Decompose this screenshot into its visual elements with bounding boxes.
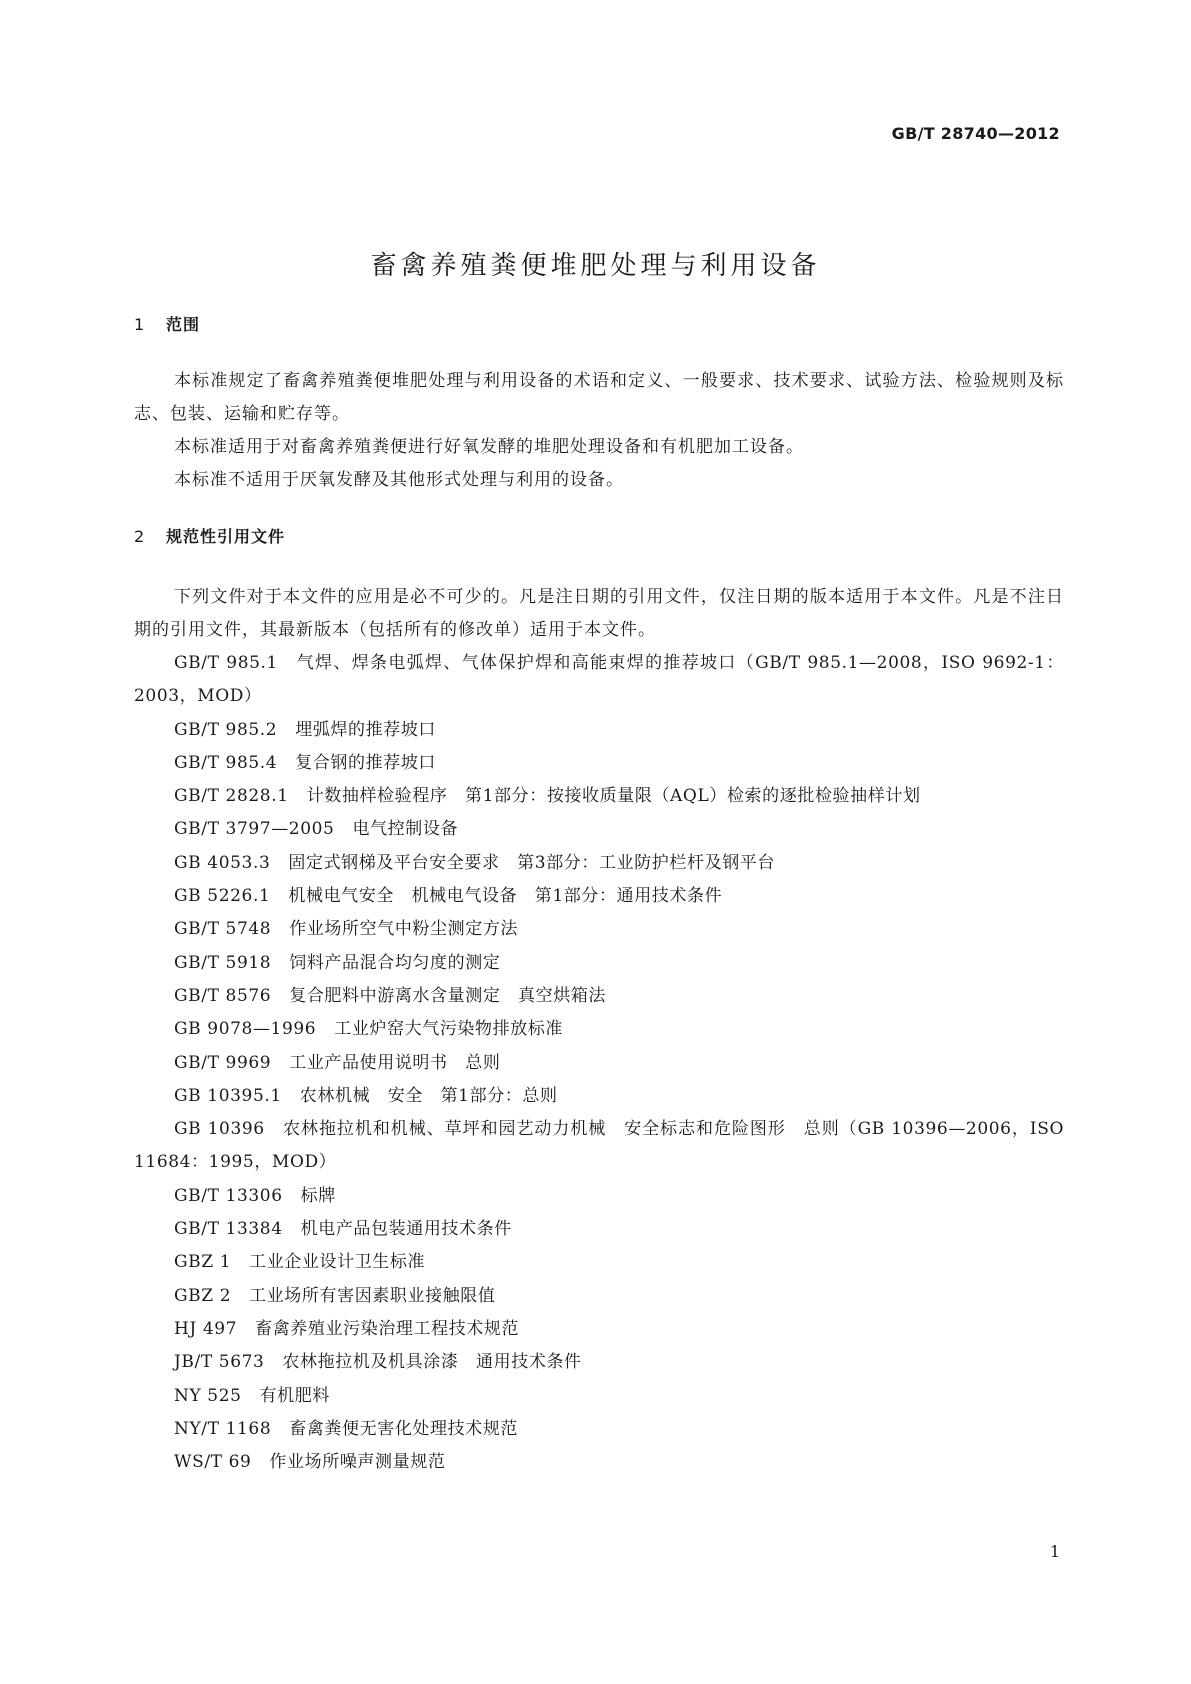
reference-title: 工业企业设计卫生标准: [249, 1252, 426, 1273]
reference-code: GB 5226.1: [174, 886, 271, 907]
reference-item: [134, 780, 1064, 813]
reference-code: WS/T 69: [174, 1452, 252, 1473]
reference-title: 工业场所有害因素职业接触限值: [249, 1285, 496, 1306]
reference-list: [134, 647, 1064, 1479]
reference-code: GB/T 985.1: [174, 653, 278, 673]
reference-code: GB 4053.3: [174, 852, 271, 873]
reference-title: 气焊、焊条电弧焊、气体保护焊和高能束焊的推荐坡口（GB/T 985.1—2008，ISO 9692-1：2003，MOD）: [134, 653, 1064, 707]
reference-code: GB/T 985.4: [174, 752, 278, 773]
reference-title: 作业场所噪声测量规范: [269, 1452, 446, 1473]
reference-item: [134, 1246, 1064, 1279]
reference-item: [134, 1047, 1064, 1080]
reference-code: GB 10395.1: [174, 1085, 282, 1106]
reference-code: GB/T 13384: [174, 1219, 283, 1240]
reference-item: [134, 1413, 1064, 1446]
reference-title: 畜禽粪便无害化处理技术规范: [289, 1418, 519, 1439]
reference-item: [134, 1113, 1064, 1180]
reference-item: [134, 1013, 1064, 1046]
document-title: 畜禽养殖粪便堆肥处理与利用设备: [370, 251, 821, 282]
reference-item: [134, 813, 1064, 846]
reference-code: GB/T 9969: [174, 1052, 272, 1073]
section-number: 2: [134, 527, 146, 546]
reference-code: GB 9078—1996: [174, 1019, 317, 1040]
reference-item: [134, 647, 1064, 714]
reference-title: 畜禽养殖业污染治理工程技术规范: [255, 1318, 520, 1339]
reference-title: 有机肥料: [259, 1385, 330, 1406]
reference-code: GB/T 985.2: [174, 719, 278, 740]
reference-item: [134, 880, 1064, 913]
section-title: 规范性引用文件: [166, 527, 286, 546]
reference-title: 埋弧焊的推荐坡口: [295, 719, 437, 740]
section-number: 1: [134, 315, 146, 334]
reference-item: [134, 980, 1064, 1013]
reference-item: [134, 1313, 1064, 1346]
reference-item: [134, 1380, 1064, 1413]
paragraph: 本标准不适用于厌氧发酵及其他形式处理与利用的设备。: [174, 470, 624, 490]
standard-number: GB/T 28740—2012: [891, 124, 1060, 143]
reference-title: 机电产品包装通用技术条件: [300, 1219, 512, 1240]
page-number: 1: [1049, 1542, 1060, 1561]
reference-item: [134, 847, 1064, 880]
section-normative-references: [134, 524, 1064, 1479]
reference-code: JB/T 5673: [174, 1352, 265, 1373]
reference-code: GB/T 8576: [174, 985, 272, 1006]
reference-code: NY/T 1168: [174, 1418, 272, 1439]
reference-title: 工业产品使用说明书 总则: [289, 1052, 501, 1073]
paragraph: 本标准适用于对畜禽养殖粪便进行好氧发酵的堆肥处理设备和有机肥加工设备。: [174, 437, 804, 457]
reference-item: [134, 913, 1064, 946]
reference-title: 工业炉窑大气污染物排放标准: [334, 1019, 564, 1040]
reference-code: GB/T 13306: [174, 1185, 283, 1206]
section-scope: [134, 312, 1064, 497]
reference-item: [134, 1446, 1064, 1479]
reference-code: GB 10396: [174, 1119, 265, 1140]
reference-title: 饲料产品混合均匀度的测定: [289, 952, 501, 973]
reference-code: NY 525: [174, 1385, 242, 1406]
reference-title: 农林机械 安全 第1部分：总则: [299, 1085, 558, 1106]
reference-code: GBZ 2: [174, 1285, 232, 1306]
reference-title: 计数抽样检验程序 第1部分：按接收质量限（AQL）检索的逐批检验抽样计划: [306, 786, 921, 807]
reference-item: [134, 1080, 1064, 1113]
reference-item: [134, 1213, 1064, 1246]
reference-title: 机械电气安全 机械电气设备 第1部分：通用技术条件: [288, 886, 723, 907]
reference-code: GB/T 2828.1: [174, 786, 289, 807]
reference-item: [134, 1280, 1064, 1313]
reference-title: 农林拖拉机及机具涂漆 通用技术条件: [282, 1352, 582, 1373]
reference-item: [134, 714, 1064, 747]
reference-item: [134, 1346, 1064, 1379]
section-heading: [134, 312, 1064, 335]
reference-title: 复合肥料中游离水含量测定 真空烘箱法: [289, 985, 607, 1006]
reference-code: GB/T 3797—2005: [174, 819, 335, 840]
reference-item: [134, 947, 1064, 980]
reference-title: 固定式钢梯及平台安全要求 第3部分：工业防护栏杆及钢平台: [288, 852, 775, 873]
paragraph: 下列文件对于本文件的应用是必不可少的。凡是注日期的引用文件，仅注日期的版本适用于本文件。凡是不注日期的引用文件，其最新版本（包括所有的修改单）适用于本文件。: [134, 587, 1064, 640]
reference-code: HJ 497: [174, 1318, 238, 1339]
section-heading: [134, 524, 1064, 547]
reference-title: 作业场所空气中粉尘测定方法: [289, 919, 519, 940]
section-title: 范围: [166, 315, 201, 334]
reference-title: 农林拖拉机和机械、草坪和园艺动力机械 安全标志和危险图形 总则（GB 10396—2006，ISO 11684：1995，MOD）: [134, 1119, 1064, 1173]
reference-item: [134, 1180, 1064, 1213]
reference-code: GB/T 5918: [174, 952, 272, 973]
reference-title: 标牌: [300, 1185, 336, 1206]
reference-title: 复合钢的推荐坡口: [295, 752, 437, 773]
reference-code: GB/T 5748: [174, 919, 272, 940]
paragraph: 本标准规定了畜禽养殖粪便堆肥处理与利用设备的术语和定义、一般要求、技术要求、试验方法、检验规则及标志、包装、运输和贮存等。: [134, 371, 1064, 424]
reference-item: [134, 747, 1064, 780]
reference-code: GBZ 1: [174, 1252, 232, 1273]
reference-title: 电气控制设备: [352, 819, 459, 840]
